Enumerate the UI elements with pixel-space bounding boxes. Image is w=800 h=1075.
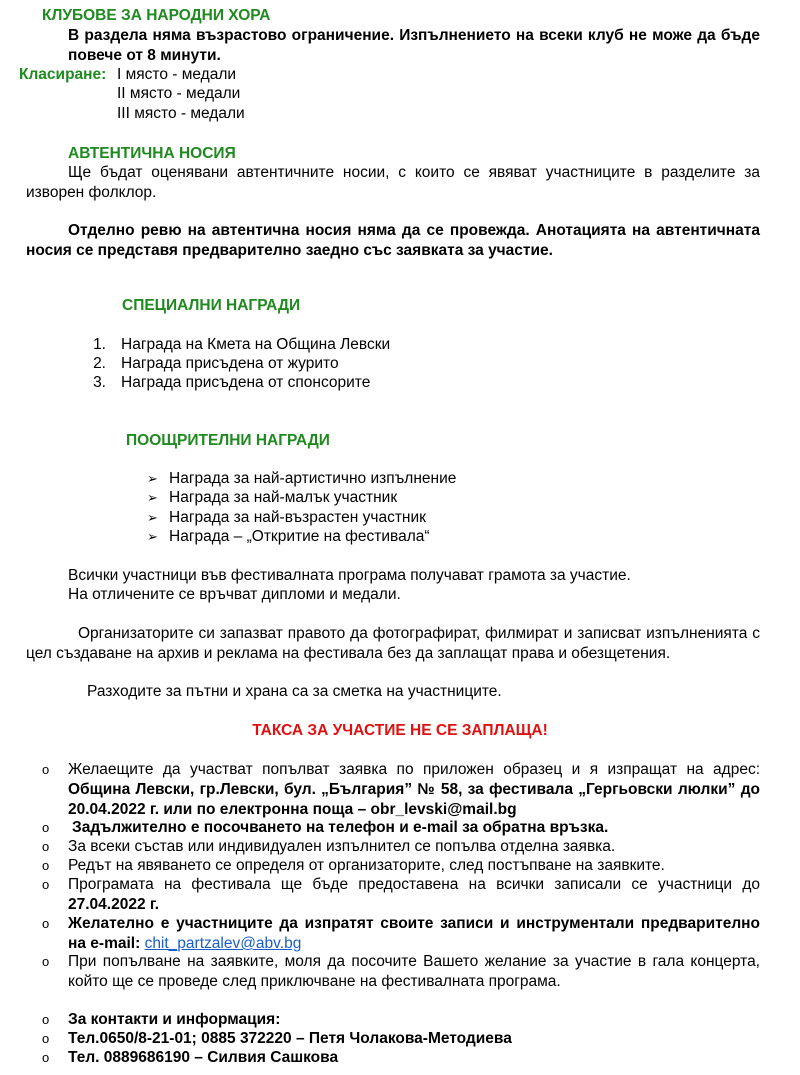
rule-1-address: Община Левски, гр.Левски, бул. „България” № 58, за фестивала „Гергьовски люлки” до 20.04.2022 г. или по електронна поща – obr_levski@mail.bg	[68, 781, 760, 818]
clubs-text: В раздела няма възрастово ограничение. Изпълнението на всеки клуб не може да бъде повече от 8 минути.	[68, 27, 760, 64]
circle-bullet-icon: o	[42, 1050, 50, 1065]
info-line-1: Всички участници във фестивалната програма получават грамота за участие.	[68, 567, 631, 584]
encourage-text: Награда – „Откритие на фестивала“	[169, 528, 430, 545]
rights-text: Организаторите си запазват правото да фотографират, филмират и записват изпълненията с цел създаване на архив и реклама на фестивала без да заплащат права и обезщетения.	[26, 625, 760, 662]
circle-bullet-icon: o	[42, 916, 50, 931]
circle-bullet-icon: o	[42, 820, 50, 835]
costume-text-1: Ще бъдат оценявани автентичните носии, с които се явяват участниците в разделите за изворен фолклор.	[26, 164, 760, 201]
ranking-3: III място - медали	[117, 105, 245, 122]
rule-5-text: Програмата на фестивала ще бъде предоставена на всички записали се участници до	[68, 876, 760, 893]
circle-bullet-icon: o	[42, 858, 50, 873]
rule-2: Задължително е посочването на телефон и e-mail за обратна връзка.	[72, 819, 609, 836]
encourage-text: Награда за най-малък участник	[169, 489, 398, 506]
encourage-text: Награда за най-възрастен участник	[169, 509, 426, 526]
rule-1-text: Желаещите да участват попълват заявка по приложен образец и я изпращат на адрес:	[68, 761, 760, 778]
circle-bullet-icon: o	[42, 1012, 50, 1027]
arrow-bullet-icon: ➢	[147, 471, 158, 486]
costume-text-2: Отделно ревю на автентична носия няма да се провежда. Анотацията на автентичната носия се представя предварително заедно със заявката за участие.	[26, 222, 760, 259]
circle-bullet-icon: o	[42, 839, 50, 854]
special-text: Награда присъдена от спонсорите	[121, 374, 371, 391]
circle-bullet-icon: o	[42, 877, 50, 892]
rule-5	[68, 875, 760, 915]
arrow-bullet-icon: ➢	[147, 510, 158, 525]
rule-3: За всеки състав или индивидуален изпълнител се попълва отделна заявка.	[68, 838, 616, 855]
info-line-2: На отличените се връчват дипломи и медали.	[68, 586, 401, 603]
contact-1: Тел.0650/8-21-01; 0885 372220 – Петя Чолакова-Методиева	[68, 1030, 512, 1047]
fee-notice: ТАКСА ЗА УЧАСТИЕ НЕ СЕ ЗАПЛАЩА!	[252, 722, 548, 739]
rule-6	[68, 914, 760, 954]
rule-1	[68, 760, 760, 820]
special-text: Награда присъдена от журито	[121, 355, 339, 372]
ranking-1: I място - медали	[117, 66, 237, 83]
rule-7: При попълване на заявките, моля да посочите Вашето желание за участие в гала концерта, който ще се проведе след приключване на фестивалната програма.	[68, 953, 760, 990]
ranking-label: Класиране:	[19, 66, 107, 83]
arrow-bullet-icon: ➢	[147, 529, 158, 544]
circle-bullet-icon: o	[42, 954, 50, 969]
contacts-title: За контакти и информация:	[68, 1011, 281, 1028]
arrow-bullet-icon: ➢	[147, 490, 158, 505]
special-num: 1.	[93, 336, 106, 353]
rule-4: Редът на явяването се определя от организаторите, след постъпване на заявките.	[68, 857, 665, 874]
circle-bullet-icon: o	[42, 1031, 50, 1046]
rule-5-date: 27.04.2022 г.	[68, 896, 160, 913]
encourage-title: ПООЩРИТЕЛНИ НАГРАДИ	[126, 432, 330, 449]
expenses-text: Разходите за пътни и храна са за сметка на участниците.	[87, 683, 502, 700]
contact-2: Тел. 0889686190 – Силвия Сашкова	[68, 1049, 339, 1066]
email-link[interactable]: chit_partzalev@abv.bg	[144, 935, 302, 952]
special-title: СПЕЦИАЛНИ НАГРАДИ	[122, 297, 301, 314]
circle-bullet-icon: o	[42, 762, 50, 777]
ranking-2: II място - медали	[117, 85, 241, 102]
rule-6-text: Желателно е участниците да изпратят своите записи и инструментали предварително на e-mail:	[68, 915, 760, 952]
special-num: 3.	[93, 374, 106, 391]
clubs-title: КЛУБОВЕ ЗА НАРОДНИ ХОРА	[42, 7, 271, 24]
special-text: Награда на Кмета на Община Левски	[121, 336, 391, 353]
encourage-text: Награда за най-артистично изпълнение	[169, 470, 457, 487]
special-num: 2.	[93, 355, 106, 372]
costume-title: АВТЕНТИЧНА НОСИЯ	[68, 145, 236, 162]
